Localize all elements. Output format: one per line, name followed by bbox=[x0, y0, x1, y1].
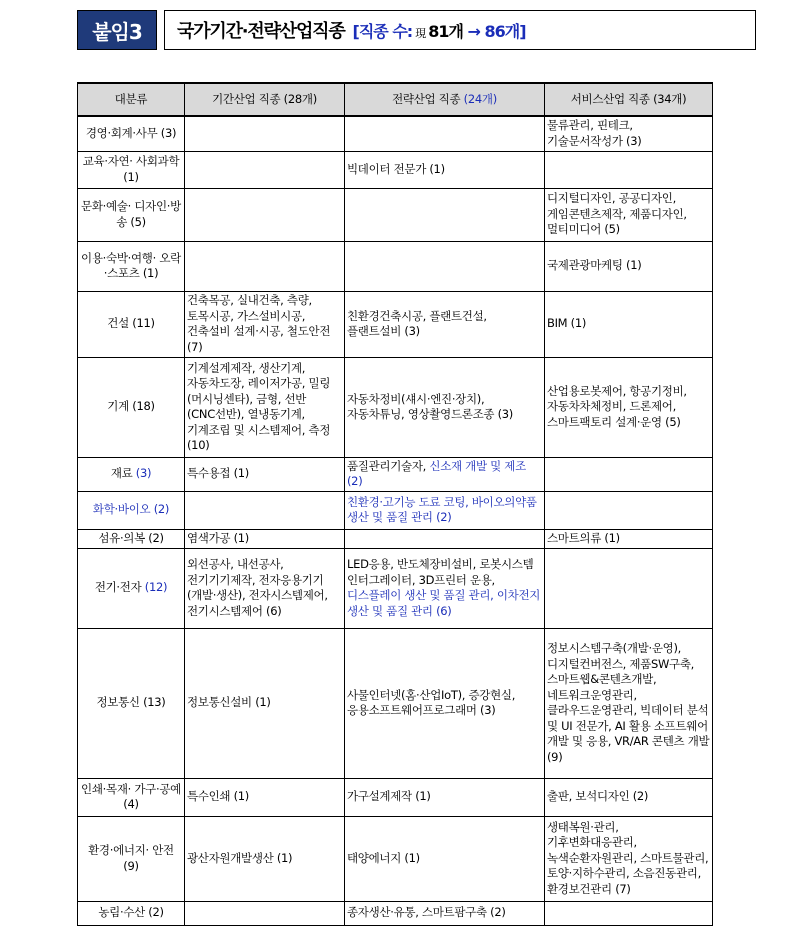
key-industry-cell: 외선공사, 내선공사, 전기기기제작, 전자응용기기(개발·생산), 전자시스템제어, 전기시스템제어 (6) bbox=[185, 548, 345, 628]
key-industry-cell: 특수인쇄 (1) bbox=[185, 778, 345, 816]
job-count-summary bbox=[353, 19, 526, 42]
service-industry-cell bbox=[545, 491, 713, 529]
table-row bbox=[78, 457, 713, 491]
attachment-tag: 붙임3 bbox=[77, 10, 157, 50]
key-industry-cell: 건축목공, 실내건축, 측량, 토목시공, 가스설비시공, 건축설비 설계·시공, 철도안전 (7) bbox=[185, 291, 345, 357]
strategic-job-text: 친환경건축시공, 플랜트건설, 플랜트설비 (3) bbox=[347, 308, 487, 338]
key-industry-cell: 특수용접 (1) bbox=[185, 457, 345, 491]
strategic-job-text: 종자생산·유통, 스마트팜구축 (2) bbox=[347, 905, 506, 920]
arrow: → bbox=[467, 21, 480, 41]
table-row bbox=[78, 151, 713, 188]
key-industry-cell: 정보통신설비 (1) bbox=[185, 628, 345, 778]
service-industry-cell: 정보시스템구축(개발·운영), 디지털컨버전스, 제품SW구축, 스마트웹&콘텐츠개발, 네트워크운영관리, 클라우드운영관리, 빅데이터 분석 및 UI 전문가, AI 활용 소프트웨어 개발 및 응용, VR/AR 콘텐츠 개발 (9) bbox=[545, 628, 713, 778]
strategic-industry-cell bbox=[345, 816, 545, 901]
category-cell bbox=[78, 491, 185, 529]
category-cell: 교육·자연· 사회과학 (1) bbox=[78, 151, 185, 188]
table-row bbox=[78, 548, 713, 628]
category-cell: 이용·숙박·여행· 오락·스포츠 (1) bbox=[78, 241, 185, 291]
col-header-category: 대분류 bbox=[78, 83, 185, 116]
strategic-job-text: 사물인터넷(홈·산업IoT), 증강현실, 응용소프트웨어프로그래머 (3) bbox=[347, 687, 516, 717]
table-row bbox=[78, 491, 713, 529]
strategic-industry-cell bbox=[345, 188, 545, 241]
service-industry-cell bbox=[545, 901, 713, 925]
service-industry-cell: 산업용로봇제어, 항공기정비, 자동차차체정비, 드론제어, 스마트팩토리 설계·운영 (5) bbox=[545, 357, 713, 457]
category-name: 화학·바이오 bbox=[92, 502, 151, 517]
doc-header bbox=[77, 10, 756, 50]
col-header-service-industry: 서비스산업 직종 (34개) bbox=[545, 83, 713, 116]
strategic-industry-cell bbox=[345, 529, 545, 548]
current-label: 現 bbox=[415, 26, 426, 40]
strategic-industry-cell bbox=[345, 628, 545, 778]
bracket-close: ] bbox=[519, 21, 526, 41]
strategic-job-text: 품질관리기술자, bbox=[347, 458, 427, 473]
service-industry-cell: 출판, 보석디자인 (2) bbox=[545, 778, 713, 816]
strategic-job-text: 신소재 개발 및 제조 (2) bbox=[347, 458, 526, 488]
category-cell: 농림·수산 (2) bbox=[78, 901, 185, 925]
strategic-label: 전략산업 직종 bbox=[392, 91, 461, 106]
col-header-key-industry: 기간산업 직종 (28개) bbox=[185, 83, 345, 116]
category-cell: 건설 (11) bbox=[78, 291, 185, 357]
service-industry-cell: 국제관광마케팅 (1) bbox=[545, 241, 713, 291]
key-industry-cell bbox=[185, 151, 345, 188]
service-industry-cell: 디지털디자인, 공공디자인, 게임콘텐츠제작, 제품디자인, 멀티미디어 (5) bbox=[545, 188, 713, 241]
doc-title: 국가기간·전략산업직종 bbox=[177, 21, 345, 42]
strategic-industry-cell bbox=[345, 241, 545, 291]
category-cell: 정보통신 (13) bbox=[78, 628, 185, 778]
service-industry-cell bbox=[545, 457, 713, 491]
strategic-job-text: 자동차정비(섀시·엔진·장치), 자동차튜닝, 영상촬영드론조종 (3) bbox=[347, 391, 513, 421]
job-table bbox=[77, 82, 713, 926]
category-count: (3) bbox=[135, 466, 152, 481]
category-cell: 문화·예술· 디자인·방송 (5) bbox=[78, 188, 185, 241]
service-industry-cell: 물류관리, 핀테크, 기술문서작성가 (3) bbox=[545, 116, 713, 151]
category-cell: 경영·회계·사무 (3) bbox=[78, 116, 185, 151]
strategic-job-text: 빅데이터 전문가 (1) bbox=[347, 161, 445, 176]
key-industry-cell bbox=[185, 116, 345, 151]
table-row bbox=[78, 116, 713, 151]
strategic-industry-cell bbox=[345, 548, 545, 628]
strategic-industry-cell bbox=[345, 491, 545, 529]
strategic-job-text: 태양에너지 (1) bbox=[347, 850, 420, 865]
strategic-job-text: 가구설계제작 (1) bbox=[347, 789, 431, 804]
key-industry-cell: 염색가공 (1) bbox=[185, 529, 345, 548]
strategic-job-text: LED응용, 반도체장비설비, 로봇시스템 인터그레이터, 3D프린터 운용, bbox=[347, 557, 534, 587]
key-industry-cell bbox=[185, 901, 345, 925]
new-count: 86개 bbox=[484, 21, 520, 41]
current-count: 81개 bbox=[428, 21, 463, 41]
service-industry-cell bbox=[545, 548, 713, 628]
service-industry-cell: 생태복원·관리, 기후변화대응관리, 녹색순환자원관리, 스마트물관리, 토양·지하수관리, 소음진동관리, 환경보건관리 (7) bbox=[545, 816, 713, 901]
key-industry-cell: 기계설계제작, 생산기계, 자동차도장, 레이저가공, 밀링(머시닝센타), 금형, 선반(CNC선반), 열냉동기계, 기계조립 및 시스템제어, 측정 (10) bbox=[185, 357, 345, 457]
table-row bbox=[78, 291, 713, 357]
subtitle-prefix: 직종 수: bbox=[358, 21, 413, 41]
strategic-count: (24개) bbox=[463, 91, 497, 106]
strategic-industry-cell bbox=[345, 291, 545, 357]
table-row bbox=[78, 188, 713, 241]
category-cell: 섬유·의복 (2) bbox=[78, 529, 185, 548]
key-industry-cell bbox=[185, 188, 345, 241]
doc-title-box bbox=[164, 10, 756, 50]
table-row bbox=[78, 778, 713, 816]
strategic-industry-cell bbox=[345, 116, 545, 151]
category-name: 전기·전자 bbox=[94, 580, 142, 595]
category-cell bbox=[78, 457, 185, 491]
service-industry-cell: 스마트의류 (1) bbox=[545, 529, 713, 548]
table-row bbox=[78, 357, 713, 457]
key-industry-cell bbox=[185, 241, 345, 291]
category-cell: 환경·에너지· 안전 (9) bbox=[78, 816, 185, 901]
strategic-industry-cell bbox=[345, 151, 545, 188]
category-cell bbox=[78, 548, 185, 628]
strategic-job-text: 친환경·고기능 도료 코팅, 바이오의약품 생산 및 품질 관리 (2) bbox=[347, 494, 537, 524]
category-cell: 인쇄·목재· 가구·공예 (4) bbox=[78, 778, 185, 816]
strategic-industry-cell bbox=[345, 357, 545, 457]
category-count: (12) bbox=[144, 580, 168, 595]
strategic-job-text: 디스플레이 생산 및 품질 관리, 이차전지 생산 및 품질 관리 (6) bbox=[347, 588, 541, 618]
strategic-industry-cell bbox=[345, 457, 545, 491]
table-row bbox=[78, 529, 713, 548]
table-row bbox=[78, 628, 713, 778]
col-header-strategic-industry bbox=[345, 83, 545, 116]
table-row bbox=[78, 816, 713, 901]
key-industry-cell bbox=[185, 491, 345, 529]
table-header-row bbox=[78, 83, 713, 116]
strategic-industry-cell bbox=[345, 778, 545, 816]
table-row bbox=[78, 901, 713, 925]
category-cell: 기계 (18) bbox=[78, 357, 185, 457]
strategic-industry-cell bbox=[345, 901, 545, 925]
category-count: (2) bbox=[153, 502, 170, 517]
table-row bbox=[78, 241, 713, 291]
table-body bbox=[78, 116, 713, 925]
service-industry-cell bbox=[545, 151, 713, 188]
bracket-open: [ bbox=[352, 21, 359, 41]
service-industry-cell: BIM (1) bbox=[545, 291, 713, 357]
key-industry-cell: 광산자원개발생산 (1) bbox=[185, 816, 345, 901]
category-name: 재료 bbox=[110, 466, 133, 481]
